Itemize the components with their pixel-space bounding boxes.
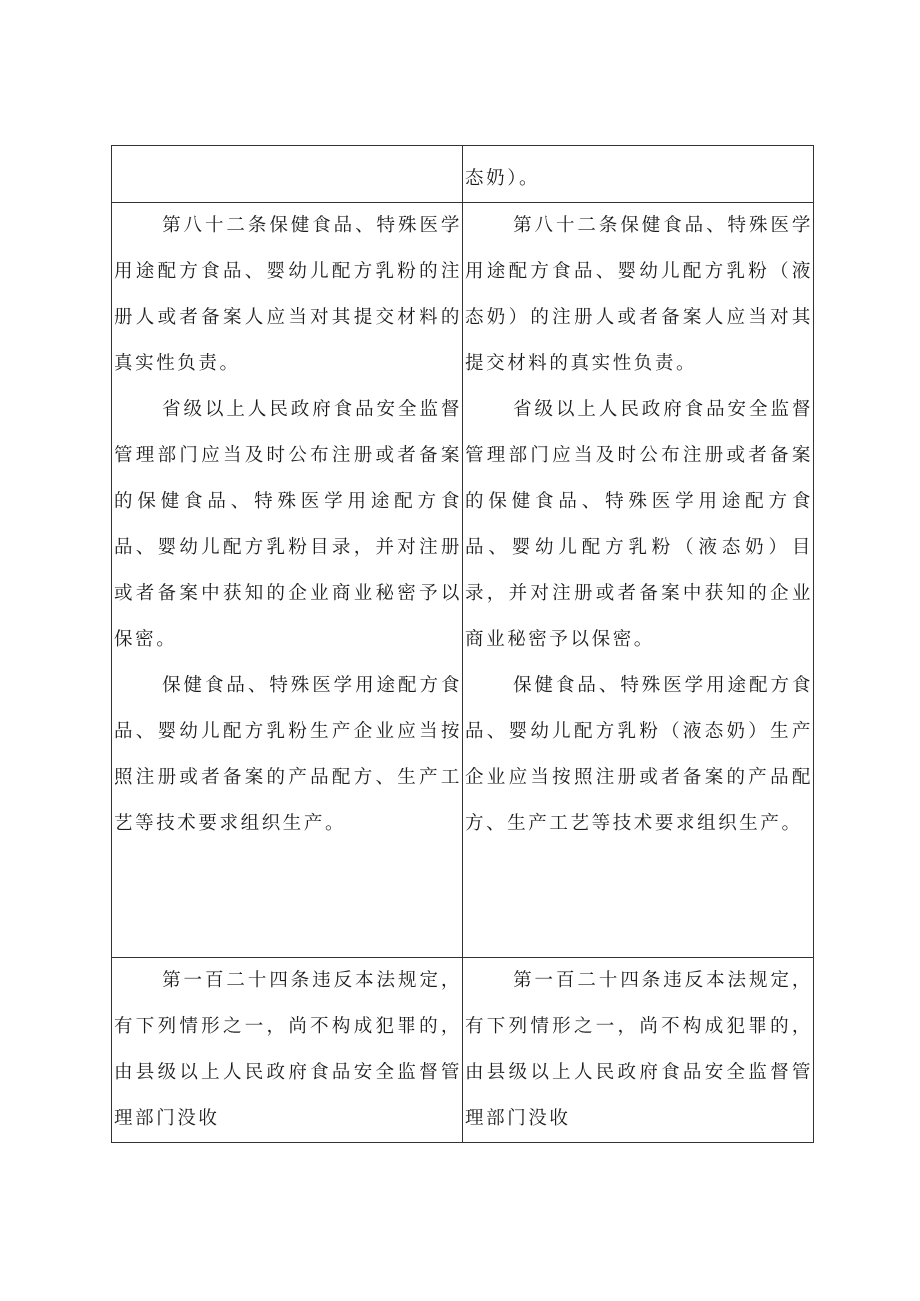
paragraph: 第一百二十四条违反本法规定，有下列情形之一，尚不构成犯罪的，由县级以上人民政府食品安全监督管理部门没收 [114,970,462,1129]
paragraph: 省级以上人民政府食品安全监督管理部门应当及时公布注册或者备案的保健食品、特殊医学用途配方食品、婴幼儿配方乳粉目录，并对注册或者备案中获知的企业商业秘密予以保密。 [114,399,462,650]
paragraph: 第八十二条保健食品、特殊医学用途配方食品、婴幼儿配方乳粉（液态奶）的注册人或者备案人应当对其提交材料的真实性负责。 [465,215,813,374]
right-cell-article-82 [463,203,814,958]
table-row [112,203,814,958]
left-cell-article-124 [112,958,463,1143]
paragraph: 保健食品、特殊医学用途配方食品、婴幼儿配方乳粉生产企业应当按照注册或者备案的产品配方、生产工艺等技术要求组织生产。 [114,675,462,834]
left-cell-article-82 [112,203,463,958]
table-row [112,958,814,1143]
left-cell-row-1 [112,146,463,203]
right-cell-article-124 [463,958,814,1143]
right-cell-row-1 [463,146,814,203]
paragraph: 省级以上人民政府食品安全监督管理部门应当及时公布注册或者备案的保健食品、特殊医学用途配方食品、婴幼儿配方乳粉（液态奶）目录，并对注册或者备案中获知的企业商业秘密予以保密。 [465,399,813,650]
paragraph: 态奶）。 [465,168,541,189]
paragraph: 第一百二十四条违反本法规定，有下列情形之一，尚不构成犯罪的，由县级以上人民政府食品安全监督管理部门没收 [465,970,813,1129]
paragraph: 保健食品、特殊医学用途配方食品、婴幼儿配方乳粉（液态奶）生产企业应当按照注册或者备案的产品配方、生产工艺等技术要求组织生产。 [465,675,813,834]
comparison-table [111,145,814,1143]
paragraph: 第八十二条保健食品、特殊医学用途配方食品、婴幼儿配方乳粉的注册人或者备案人应当对其提交材料的真实性负责。 [114,215,462,374]
table-row [112,146,814,203]
